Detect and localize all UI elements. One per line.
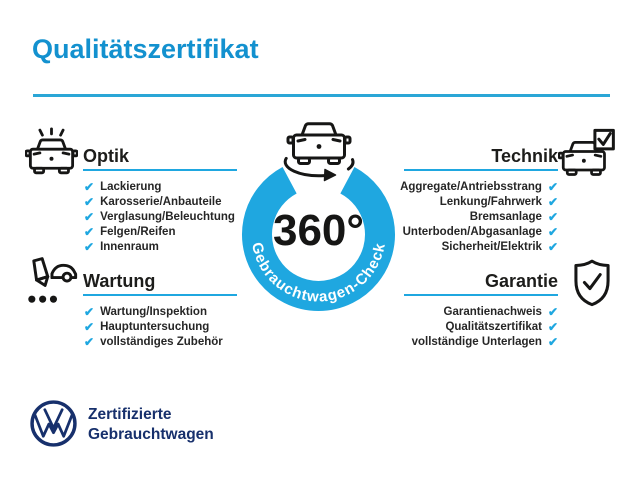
check-icon: ✔ [547, 304, 558, 319]
list-item: Lenkung/Fahrwerk ✔ [439, 194, 558, 209]
check-icon: ✔ [547, 239, 558, 254]
check-icon: ✔ [547, 224, 558, 239]
check-icon: ✔ [547, 209, 558, 224]
section-title-wartung: Wartung [83, 271, 156, 291]
vw-logo [29, 399, 78, 448]
list-item: Qualitätszertifikat ✔ [445, 319, 558, 334]
check-icon: ✔ [84, 224, 95, 239]
section-rule-technik [404, 169, 558, 171]
list-item: vollständige Unterlagen ✔ [411, 334, 558, 349]
section-title-garantie: Garantie [484, 271, 558, 291]
section-title-optik: Optik [83, 146, 130, 166]
list-item: Bremsanlage ✔ [469, 209, 558, 224]
brand-line-2: Gebrauchtwagen [88, 425, 214, 443]
list-item: Unterboden/Abgasanlage ✔ [402, 224, 558, 239]
check-icon: ✔ [84, 319, 95, 334]
check-icon: ✔ [547, 319, 558, 334]
list-item: ✔ Lackierung [84, 179, 162, 194]
brand-wordmark [88, 405, 214, 444]
list-item: Garantienachweis ✔ [443, 304, 558, 319]
check-icon: ✔ [84, 179, 95, 194]
check-icon: ✔ [84, 304, 95, 319]
list-item: ✔ Verglasung/Beleuchtung [84, 209, 235, 224]
ring-curved-label: Gebrauchtwagen-Check [247, 240, 389, 306]
brand-line-1: Zertifizierte [88, 406, 172, 423]
car-rotation-icon [280, 122, 358, 186]
list-item: Sicherheit/Elektrik ✔ [441, 239, 558, 254]
list-item: ✔ Wartung/Inspektion [84, 304, 207, 319]
optik-item-list [84, 179, 235, 254]
car-checkbox-icon [558, 126, 616, 184]
section-rule-wartung [83, 294, 237, 296]
technik-item-list [348, 179, 558, 254]
wartung-item-list [84, 304, 223, 349]
check-icon: ✔ [547, 334, 558, 349]
page-title: Qualitätszertifikat [32, 34, 259, 64]
list-item: Aggregate/Antriebsstrang ✔ [400, 179, 558, 194]
check-icon: ✔ [84, 334, 95, 349]
list-item: ✔ Karosserie/Anbauteile [84, 194, 222, 209]
header-divider [33, 94, 610, 97]
shield-check-icon [571, 258, 613, 308]
section-rule-optik [83, 169, 237, 171]
check-icon: ✔ [84, 239, 95, 254]
360-value: 360° [272, 206, 364, 255]
section-title-technik: Technik [491, 146, 558, 166]
list-item: ✔ Hauptuntersuchung [84, 319, 210, 334]
shiny-car-icon [25, 126, 78, 184]
list-item: ✔ vollständiges Zubehör [84, 334, 223, 349]
garantie-item-list [348, 304, 558, 349]
section-rule-garantie [404, 294, 558, 296]
check-icon: ✔ [84, 194, 95, 209]
check-icon: ✔ [547, 194, 558, 209]
check-icon: ✔ [84, 209, 95, 224]
list-item: ✔ Felgen/Reifen [84, 224, 176, 239]
check-icon: ✔ [547, 179, 558, 194]
list-item: ✔ Innenraum [84, 239, 159, 254]
service-checklist-icon [23, 256, 78, 308]
